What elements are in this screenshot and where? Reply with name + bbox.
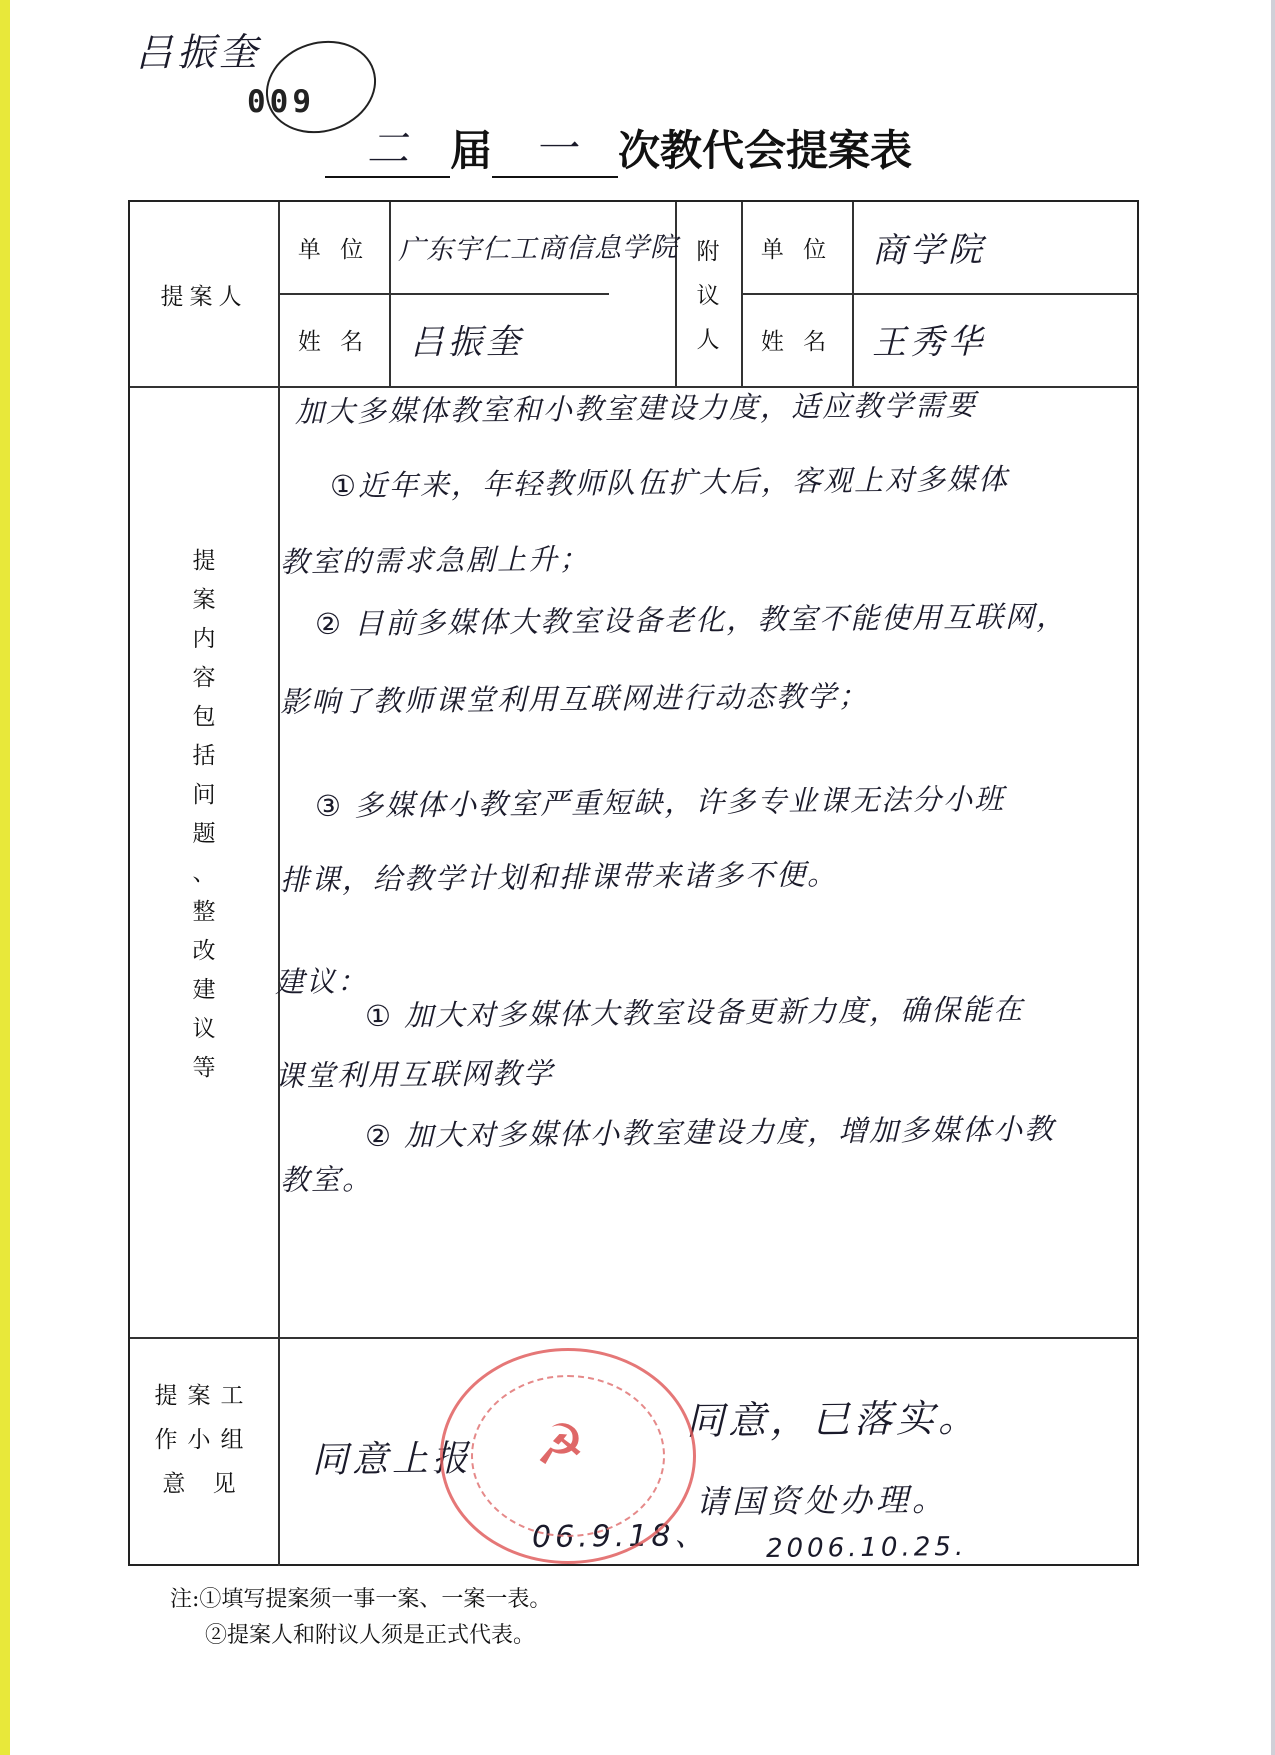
content-line: 加大多媒体教室和小教室建设力度，适应教学需要 <box>294 387 978 429</box>
leader-date: 2006.10.25. <box>765 1531 968 1564</box>
committee-label-line: 作小组 <box>154 1427 254 1453</box>
seconder-label <box>675 230 741 362</box>
content-line: ① 加大对多媒体大教室设备更新力度，确保能在 <box>364 992 1025 1033</box>
seconder-label-text: 附议人 <box>696 239 720 353</box>
content-line: 影响了教师课堂利用互联网进行动态教学； <box>279 678 870 719</box>
table-rule <box>852 202 854 386</box>
committee-date: 06.9.18、 <box>531 1518 709 1555</box>
meeting-number-field: 一 <box>492 116 618 178</box>
table-rule <box>389 202 391 386</box>
leader-instruction: 请国资处办理。 <box>695 1480 949 1521</box>
leader-opinion: 同意，已落实。 <box>685 1395 981 1443</box>
form-notes <box>170 1582 551 1654</box>
content-line: ③ 多媒体小教室严重短缺，许多专业课无法分小班 <box>314 781 1006 823</box>
seconder-name-value: 王秀华 <box>871 321 987 363</box>
proposer-unit-label: 单 位 <box>297 237 370 263</box>
content-line: ② 目前多媒体大教室设备老化，教室不能使用互联网， <box>314 599 1068 641</box>
committee-label <box>130 1374 278 1506</box>
committee-label-line: 提案工 <box>154 1383 254 1409</box>
scan-edge-right <box>1271 0 1275 1755</box>
scan-edge-left <box>0 0 10 1755</box>
table-rule <box>130 1337 1139 1339</box>
content-line: ② 加大对多媒体小教室建设力度，增加多媒体小教 <box>364 1111 1056 1153</box>
session-label: 届 <box>450 126 493 175</box>
session-number-field: 二 <box>325 116 450 178</box>
content-line: ①近年来，年轻教师队伍扩大后，客观上对多媒体 <box>329 461 1010 503</box>
proposer-name-label: 姓 名 <box>297 329 370 355</box>
committee-label-line: 意 见 <box>162 1471 246 1497</box>
content-label-char: 整 <box>192 899 216 925</box>
content-label-char: 括 <box>192 743 216 769</box>
content-line: 课堂利用互联网教学 <box>274 1056 555 1093</box>
content-label-char: 、 <box>192 860 216 886</box>
hammer-sickle-icon: ☭ <box>535 1413 586 1478</box>
content-line: 教室。 <box>279 1162 374 1197</box>
proposer-unit-value: 广东宇仁工商信息学院 <box>397 232 679 266</box>
form-title <box>325 118 1085 178</box>
content-label-char: 议 <box>192 1016 216 1042</box>
content-label-char: 容 <box>192 665 216 691</box>
content-label-char: 提 <box>192 548 216 574</box>
content-label <box>130 542 278 1088</box>
content-label-char: 案 <box>192 587 216 613</box>
content-label-char: 内 <box>192 626 216 652</box>
content-label-char: 题 <box>192 821 216 847</box>
seconder-unit-label: 单 位 <box>760 237 833 263</box>
content-line: 建议： <box>274 964 369 999</box>
official-seal <box>440 1348 696 1564</box>
content-label-char: 建 <box>192 977 216 1003</box>
proposer-name-value: 吕振奎 <box>409 321 525 363</box>
author-handwritten-note: 吕振奎 <box>134 29 262 75</box>
content-line: 教室的需求急剧上升； <box>279 541 591 579</box>
note-1: 注:①填写提案须一事一案、一案一表。 <box>170 1587 552 1612</box>
proposer-label: 提案人 <box>160 283 248 310</box>
proposal-form-table <box>128 200 1139 1566</box>
meeting-label: 次教代会提案表 <box>618 126 913 175</box>
content-label-char: 包 <box>192 704 216 730</box>
seconder-unit-value: 商学院 <box>871 229 987 271</box>
content-label-char: 问 <box>192 782 216 808</box>
seconder-name-label: 姓 名 <box>760 329 833 355</box>
content-line: 排课，给教学计划和排课带来诸多不便。 <box>279 857 839 897</box>
note-2: ②提案人和附议人须是正式代表。 <box>205 1623 536 1648</box>
content-label-char: 等 <box>192 1055 216 1081</box>
serial-number: 009 <box>247 84 315 120</box>
committee-opinion: 同意上报 <box>311 1438 473 1481</box>
content-label-char: 改 <box>192 938 216 964</box>
